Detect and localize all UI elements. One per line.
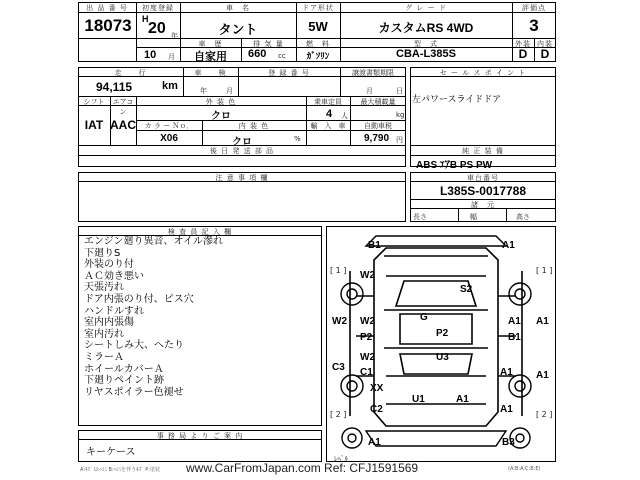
max-load-label: 最大積載量 <box>360 98 396 106</box>
displacement: 660 <box>248 48 267 60</box>
year-unit: 年 <box>171 32 178 40</box>
sales-points-label: セ ー ル ス ポ イ ン ト <box>439 69 527 77</box>
displacement-label: 排 気 量 <box>253 40 284 48</box>
capacity-unit: 人 <box>341 112 348 120</box>
mark-p2: P2 <box>436 328 449 339</box>
cert-month: 月 <box>366 87 373 95</box>
usage-label: 車 歴 <box>198 40 223 48</box>
mark-a1-bot: A1 <box>368 437 381 448</box>
inspector-note-14: リヤスポイラー色褪せ <box>84 386 184 398</box>
length-label: 長さ <box>413 213 427 221</box>
mark-c2: C2 <box>370 404 383 415</box>
int-color-label: 内 装 色 <box>238 122 270 130</box>
inspector-note-8: 室内内張傷 <box>84 317 134 329</box>
load-unit: kg <box>396 111 405 119</box>
shift: IAT <box>84 118 104 132</box>
first-reg-year: 20 <box>148 20 166 37</box>
inspector-notes <box>84 236 320 398</box>
inspector-note-4: ＡＣ効き悪い <box>84 270 144 282</box>
mark-s2: S2 <box>460 284 473 295</box>
mark-w2-a: W2 <box>360 270 375 281</box>
inspection-month: 月 <box>226 87 233 95</box>
mark-p2-l: P2 <box>360 332 373 343</box>
tax-label: 自動車税 <box>364 122 392 130</box>
ext-color: クロ <box>211 111 231 122</box>
cert-day: 日 <box>396 87 403 95</box>
bracket-1-left: [ 1 ] <box>330 266 347 275</box>
bracket-2-left: [ 2 ] <box>330 410 347 419</box>
mark-a1-b: A1 <box>456 394 469 405</box>
mark-a1-right: A1 <box>536 316 549 327</box>
mark-w2-left: W2 <box>332 316 347 327</box>
door-type: 5W <box>308 19 328 34</box>
inspector-note-12: ホイールカバーＡ <box>84 363 164 375</box>
lot-number: 18073 <box>84 16 132 35</box>
ac: AAC <box>110 118 136 132</box>
mark-a1-m: A1 <box>500 367 513 378</box>
inspector-note-10: シートしみ大、へたり <box>84 340 184 352</box>
legend-right: (A:B:A:C:B:E) <box>508 466 541 472</box>
score: 3 <box>529 16 539 35</box>
retrofit-label: 後 日 発 送 部 品 <box>209 147 275 155</box>
tax-unit: 円 <box>396 136 403 144</box>
watermark: www.CarFromJapan.com Ref: CFJ1591569 <box>186 461 419 475</box>
tax: 9,790 <box>364 133 390 144</box>
mark-a1-r: A1 <box>508 316 521 327</box>
color-no: X06 <box>160 133 178 144</box>
inspector-note-13: 下廻りペイント跡 <box>84 375 164 387</box>
model-label: 型 式 <box>414 40 438 48</box>
mark-c3: C3 <box>332 362 345 373</box>
mark-b3: B3 <box>502 437 515 448</box>
width-label: 幅 <box>470 213 477 221</box>
height-label: 高さ <box>516 213 530 221</box>
level-label: ﾚﾍﾞﾙ <box>334 455 348 463</box>
exterior-grade: D <box>518 47 528 61</box>
lot-label: 出 品 番 号 <box>86 4 128 12</box>
inspector-note-1: エンジン廻り異音、オイル滲れ <box>84 236 223 247</box>
ext-color-label: 外 装 色 <box>205 98 237 106</box>
ac-label: エアコン <box>112 98 134 116</box>
color-no-label: カ ラ ー Ｎｏ． <box>144 122 194 130</box>
notes-label: 注 意 事 項 欄 <box>215 174 269 182</box>
grade-label: グ レ ー ド <box>405 4 447 12</box>
mark-a1-top: A1 <box>502 240 515 251</box>
reg-number-label: 登 録 番 号 <box>268 69 310 77</box>
legend-text: A:ｷｽﾞ U:ﾍｺﾐ B:ﾍｺﾐを伴うｷｽﾞ P:塗装 <box>80 467 160 473</box>
cert-label: 譲渡書類期限 <box>352 69 394 77</box>
inspector-note-3: 外装のり付 <box>84 259 134 271</box>
office-text: キーケース <box>86 447 136 458</box>
office-label: 事 務 局 よ り ご 案 内 <box>156 432 244 440</box>
interior-grade: D <box>540 47 550 61</box>
inspection-label: 車 検 <box>194 69 227 77</box>
inspector-note-9: 室内汚れ <box>84 328 124 340</box>
chassis-number: L385S-0017788 <box>439 184 527 198</box>
displacement-unit: cc <box>278 52 286 60</box>
mark-u3: U3 <box>436 352 449 363</box>
capacity: 4 <box>326 108 333 120</box>
bracket-2-right: [ 2 ] <box>536 410 553 419</box>
car-name: タント <box>218 22 258 37</box>
inspector-label: 検 査 員 記 入 欄 <box>167 228 233 236</box>
mark-xx: XX <box>370 383 384 394</box>
inspector-note-6: ドア内張のり付、ビス穴 <box>84 293 194 305</box>
grade: カスタムRS 4WD <box>378 21 474 35</box>
bracket-1-right: [ 1 ] <box>536 266 553 275</box>
mileage-unit: km <box>162 80 178 92</box>
car-outline-icon <box>326 226 556 462</box>
score-label: 評価点 <box>522 4 546 12</box>
inspection-year: 年 <box>200 87 207 95</box>
mark-a1-far: A1 <box>536 370 549 381</box>
mark-b1-r: B1 <box>508 332 521 343</box>
shift-label: シフト <box>83 98 105 106</box>
fuel: ｶﾞｿﾘﾝ <box>306 51 330 61</box>
mark-u1: U1 <box>412 394 425 405</box>
era: H <box>142 14 149 24</box>
inspector-note-11: ミラーＡ <box>84 351 124 363</box>
mark-g: G <box>420 312 428 323</box>
mark-w2-b: W2 <box>360 316 375 327</box>
model-code: CBA-L385S <box>396 48 456 60</box>
door-label: ドア形状 <box>302 4 334 12</box>
first-reg-label: 初度登録 <box>142 4 174 12</box>
chassis-label: 車台番号 <box>467 174 499 182</box>
fuel-label: 燃 料 <box>306 40 330 48</box>
inspector-note-5: 天張汚れ <box>84 282 124 294</box>
equipment-label: 純 正 装 備 <box>462 147 504 155</box>
mark-w2-c: W2 <box>360 352 375 363</box>
inspector-note-7: ハンドルすれ <box>84 305 144 317</box>
inspector-note-2: 下廻りS <box>84 247 121 259</box>
dims-label: 諸 元 <box>471 201 495 209</box>
mark-c1: C1 <box>360 367 373 378</box>
interior-label: 内装 <box>537 40 553 48</box>
month-unit: 月 <box>168 53 175 61</box>
import-label: 輸 入 車 <box>310 122 346 130</box>
mileage-label: 走 行 <box>114 69 147 77</box>
exterior-label: 外装 <box>515 40 531 48</box>
usage: 自家用 <box>194 51 227 63</box>
capacity-label: 乗車定員 <box>314 98 342 106</box>
percent-mark: % <box>294 135 301 143</box>
int-color: クロ <box>232 137 252 148</box>
mark-a1-c: A1 <box>500 404 513 415</box>
equipment-text: ABS ｴｱB PS PW <box>416 160 493 171</box>
mark-b1-top: B1 <box>368 240 381 251</box>
mileage: 94,115 <box>96 80 133 94</box>
car-name-label: 車 名 <box>226 4 250 12</box>
first-reg-month: 10 <box>144 49 157 61</box>
sales-points-text: 左パワースライドドア <box>412 94 502 104</box>
